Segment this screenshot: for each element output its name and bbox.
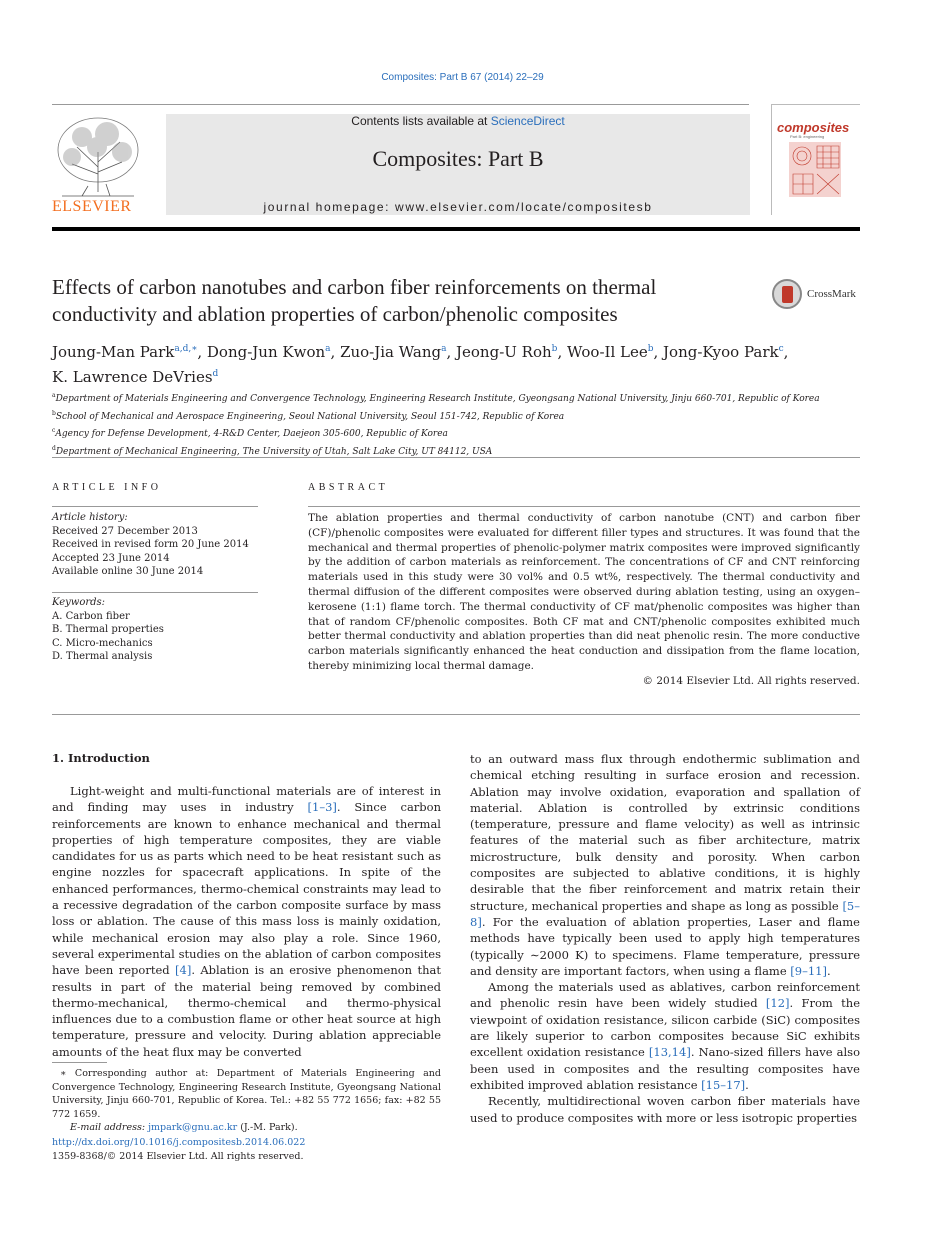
citation-link[interactable]: [4]: [175, 963, 192, 978]
author-affiliation-mark[interactable]: b: [551, 344, 558, 354]
article-info-rule: [52, 506, 258, 507]
abstract-heading: ABSTRACT: [308, 482, 389, 493]
cover-wordmark: composites: [777, 120, 850, 135]
abstract-rule: [308, 506, 860, 507]
intro-right-column: [470, 751, 860, 1126]
footnote: [52, 1067, 441, 1135]
author-affiliation-mark[interactable]: a: [441, 344, 447, 354]
sciencedirect-link[interactable]: ScienceDirect: [490, 114, 565, 128]
affiliation: [52, 389, 860, 407]
author-separator: ,: [653, 343, 664, 361]
paragraph: [52, 783, 441, 1060]
text-run: . Ablation is an erosive phenomenon that results in part of the material being removed by combined thermo-mechanical, thermo-chemical and thermo-physical influences due to a combustion flame or other heat source at high temperature, pressure and velocity. During ablation appreciable amounts of the heat flux may be converted: [52, 963, 441, 1059]
email-label: E-mail address:: [70, 1122, 149, 1133]
affiliation-text: Department of Materials Engineering and Convergence Technology, Engineering Research Institute, Gyeongsang National University, Jinju 660-701, Republic of Korea: [55, 394, 820, 404]
text-run: . For the evaluation of ablation properties, Laser and flame methods have typically been used to apply high temperatures (typically ∼2000 K) to specimens. Flame temperature, pressure and density are important factors, when using a flame: [470, 914, 860, 978]
paragraph: [470, 751, 860, 979]
article-history: [52, 511, 258, 579]
history-item: Received 27 December 2013: [52, 525, 198, 537]
text-run: . From the viewpoint of oxidation resistance, silicon carbide (SiC) composites are likely superior to carbon composites because SiC exhibits excellent oxidation resistance: [470, 996, 860, 1060]
text-run: Light-weight and multi-functional materials are of interest in and finding may uses in industry: [52, 784, 441, 815]
affiliation-divider: [52, 457, 860, 458]
section-heading-introduction: 1. Introduction: [52, 751, 150, 765]
abstract-copyright: © 2014 Elsevier Ltd. All rights reserved.: [642, 675, 860, 687]
keyword-item: A. Carbon fiber: [52, 610, 130, 622]
crossmark-label[interactable]: CrossMark: [807, 288, 856, 300]
affiliation-mark: a: [52, 392, 56, 399]
elsevier-wordmark: ELSEVIER: [52, 198, 132, 215]
author-separator: ,: [330, 343, 341, 361]
citation-link[interactable]: [5–8]: [470, 898, 860, 929]
author-name: Jeong-U Roh: [456, 343, 552, 361]
cover-subtitle: Part B: engineering: [790, 134, 825, 139]
article-info-heading: ARTICLE INFO: [52, 482, 162, 493]
affiliation-text: Department of Mechanical Engineering, The University of Utah, Salt Lake City, UT 84112, USA: [55, 446, 493, 457]
doi-link[interactable]: http://dx.doi.org/10.1016/j.compositesb.2014.06.022: [52, 1137, 306, 1148]
keywords-rule: [52, 592, 258, 593]
crossmark-icon[interactable]: [772, 279, 802, 309]
issn-line: 1359-8368/© 2014 Elsevier Ltd. All rights reserved.: [52, 1150, 304, 1162]
affiliation-mark: d: [52, 444, 56, 452]
abstract-text: The ablation properties and thermal conductivity of carbon nanotube (CNT) and carbon fiber (CF)/phenolic composites were evaluated for different filler types and structures. It was found that the mechanical and thermal properties of phenolic-polymer matrix composites were improved significantly by the addition of carbon materials as reinforcement. The concentrations of CF and CNT reinforcing materials used in this study were 30 vol% and 0.5 wt%, respectively. The thermal conductivity and thermal diffusion of the different composites were observed during ablation testing, using an oxygen–kerosene (1:1) flame torch. The thermal conductivity of CF mat/phenolic composites was higher than that of random CF/phenolic composites. Both CF mat and CNT/phenolic composites exhibited much better thermal conductivity and ablation properties than did neat phenolic resin. The more conductive carbon materials significantly enhanced the heat conduction and dissipation from the flame location, thereby minimizing local thermal damage.: [308, 512, 860, 672]
affiliation: [52, 424, 860, 442]
author-separator: ,: [557, 343, 567, 361]
paragraph: [470, 979, 860, 1093]
author-name: Woo-Il Lee: [566, 343, 648, 361]
author-affiliation-mark[interactable]: a,d,∗: [174, 344, 198, 354]
header-thick-rule: [52, 227, 860, 231]
email-link[interactable]: jmpark@gnu.ac.kr: [148, 1122, 238, 1133]
intro-left-column: [52, 783, 441, 1060]
keywords: [52, 596, 258, 664]
journal-reference[interactable]: Composites: Part B 67 (2014) 22–29: [381, 72, 544, 83]
abstract-divider: [52, 714, 860, 715]
paragraph: Recently, multidirectional woven carbon fiber materials have used to produce composites with more or less isotropic properties: [470, 1094, 860, 1125]
keyword-item: B. Thermal properties: [52, 624, 164, 635]
keyword-item: D. Thermal analysis: [52, 651, 153, 662]
text-run: . Nano-sized fillers have also been used in composites and the resulting composites have exhibited improved ablation resistance: [470, 1045, 860, 1092]
text-run: to an outward mass flux through endothermic sublimation and chemical etching resulting in surface erosion and recession. Ablation may involve oxidation, evaporation and spallation of material. Ablation is controlled by extrinsic conditions (temperature, pressure and flame velocity) as well as intrinsic features of the material such as fiber architecture, matrix microstructure, bulk density and porosity. When carbon composites are subjected to ablative conditions, it is highly desirable that the fiber reinforcement and matrix retain their structure, mechanical properties and shape as long as possible: [470, 752, 860, 913]
journal-homepage[interactable]: journal homepage: www.elsevier.com/locate/compositesb: [263, 200, 653, 214]
text-run: .: [745, 1077, 749, 1092]
author-name: Zuo-Jia Wang: [340, 343, 442, 361]
author-name: K. Lawrence DeVries: [52, 368, 213, 386]
author-separator: ,: [783, 343, 789, 361]
article-title: Effects of carbon nanotubes and carbon fiber reinforcements on thermal conductivity and ablation properties of carbon/phenolic composites: [52, 275, 657, 326]
contents-line: [166, 114, 750, 128]
footnote-rule: [52, 1062, 107, 1063]
journal-title: Composites: Part B: [372, 146, 544, 171]
text-run: .: [826, 963, 831, 978]
citation-link[interactable]: [9–11]: [790, 963, 827, 978]
author-affiliation-mark[interactable]: d: [212, 369, 219, 379]
author-name: Dong-Jun Kwon: [206, 343, 326, 361]
affiliation-mark: b: [52, 409, 56, 417]
history-item: Accepted 23 June 2014: [52, 552, 170, 564]
author-list: [52, 338, 860, 388]
header-top-rule: [52, 104, 749, 105]
affiliation-list: [52, 389, 860, 459]
citation-link[interactable]: [15–17]: [701, 1077, 746, 1092]
author-name: Jong-Kyoo Park: [663, 343, 779, 361]
citation-link[interactable]: [12]: [765, 996, 790, 1011]
email-line: [52, 1121, 441, 1135]
author-separator: ,: [197, 343, 207, 361]
cover-image-icon: [789, 142, 841, 197]
citation-link[interactable]: [13,14]: [648, 1045, 691, 1060]
contents-prefix: Contents lists available at: [351, 114, 491, 128]
history-item: Available online 30 June 2014: [52, 566, 204, 577]
author-affiliation-mark[interactable]: a: [325, 344, 331, 354]
affiliation-text: School of Mechanical and Aerospace Engineering, Seoul National University, Seoul 151-742, Republic of Korea: [55, 411, 565, 422]
text-run: . Since carbon reinforcements are known to enhance mechanical and thermal properties of high temperature composites, they are viable candidates for us as parts which need to be heat resistant such as engine nozzles for spacecraft applications. In spite of the enhanced performances, thermo-chemical constraints may lead to a recessive degradation of the carbon composite surface by mass loss or ablation. The cause of this mass loss is mainly oxidation, while mechanical erosion may also play a role. Since 1960, several experimental studies on the ablation of carbon composites have been reported: [52, 800, 442, 978]
author-name: Joung-Man Park: [52, 343, 175, 361]
author-affiliation-mark[interactable]: c: [778, 344, 784, 354]
affiliation-text: Agency for Defense Development, 4-R&D Center, Daejeon 305-600, Republic of Korea: [55, 429, 448, 439]
author-affiliation-mark[interactable]: b: [647, 344, 654, 354]
keyword-item: C. Micro-mechanics: [52, 637, 153, 649]
corresponding-author-note: ∗ Corresponding author at: Department of Materials Engineering and Convergence Technology, Engineering Research Institute, Gyeongsang National University, Jinju 660-701, Republic of Korea. Tel.: +82 55 772 1656; fax: +82 55 772 1659.: [52, 1068, 441, 1120]
email-suffix: (J.-M. Park).: [237, 1122, 298, 1133]
article-history-label: Article history:: [52, 512, 128, 523]
citation-link[interactable]: [1–3]: [307, 800, 337, 815]
text-run: Among the materials used as ablatives, carbon reinforcement and phenolic resin have been widely studied: [470, 980, 860, 1011]
affiliation-mark: c: [52, 427, 56, 434]
doi-block: [52, 1136, 305, 1163]
keywords-label: Keywords:: [52, 597, 106, 608]
history-item: Received in revised form 20 June 2014: [52, 539, 249, 550]
affiliation: [52, 407, 860, 425]
author-separator: ,: [446, 343, 457, 361]
